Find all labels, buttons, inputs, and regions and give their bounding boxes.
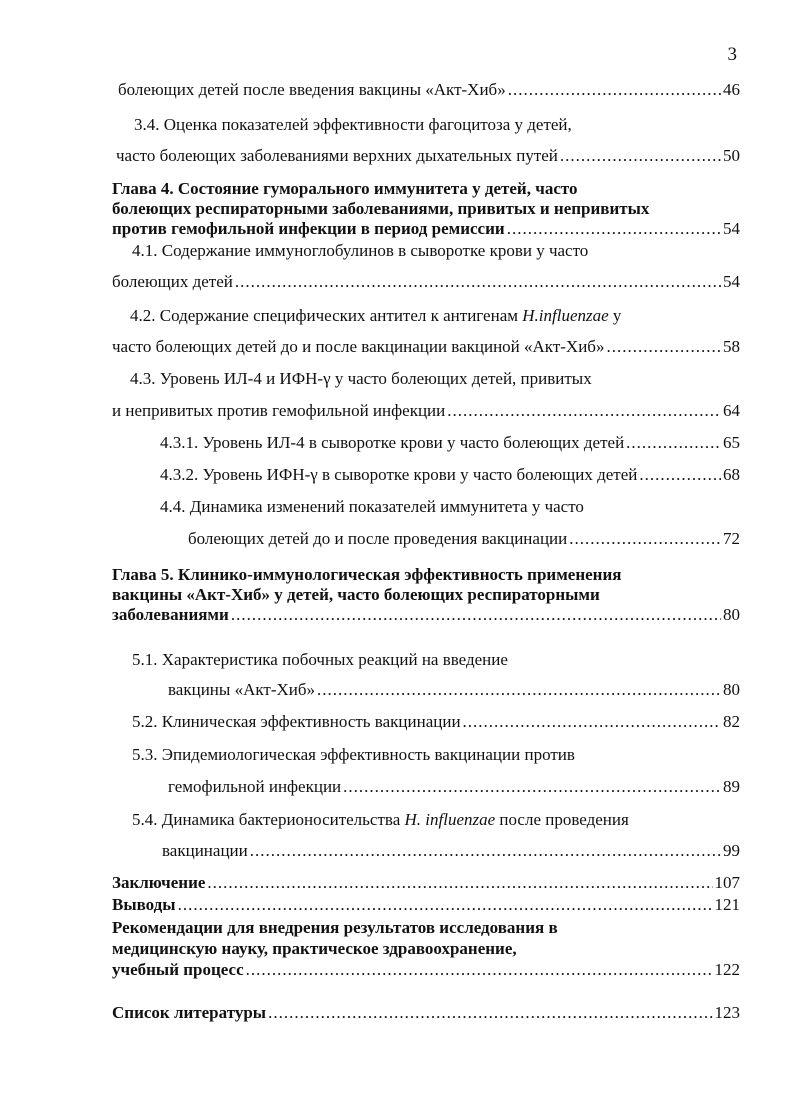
toc-entry <box>168 680 740 700</box>
toc-entry-text: против гемофильной инфекции в период ремиссии <box>112 219 505 238</box>
toc-leader <box>463 712 721 732</box>
toc-entry-text <box>132 810 629 830</box>
toc-entry-page: 80 <box>723 680 740 699</box>
toc-entry-text: гемофильной инфекции <box>168 777 342 796</box>
toc-entry-page: 58 <box>723 337 740 356</box>
toc-entry-text: вакцины «Акт-Хиб» <box>168 680 315 699</box>
section-heading-line: медицинскую науку, практическое здравоохранение, <box>112 939 517 958</box>
toc-entry <box>118 80 740 100</box>
toc-entry-page: 122 <box>714 960 740 979</box>
toc-entry-text: заболеваниями <box>112 605 229 624</box>
toc-entry-text: 4.3.2. Уровень ИФН-γ в сыворотке крови у часто болеющих детей <box>160 465 638 484</box>
toc-leader <box>447 401 721 421</box>
toc-entry-page: 54 <box>723 219 740 238</box>
toc-leader <box>507 219 721 239</box>
toc-entry <box>112 960 740 980</box>
toc-entry-text: часто болеющих детей до и после вакцинации вакциной «Акт-Хиб» <box>112 337 605 356</box>
toc-entry-text <box>130 306 621 326</box>
toc-entry-text: 5.3. Эпидемиологическая эффективность вакцинации против <box>132 745 575 764</box>
toc-entry <box>112 272 740 292</box>
toc-text-part: у <box>608 306 622 325</box>
toc-entry-text: Заключение <box>112 873 206 892</box>
toc-leader <box>207 873 712 893</box>
toc-entry-text: 4.3. Уровень ИЛ-4 и ИФН-γ у часто болеющих детей, привитых <box>130 369 592 388</box>
toc-entry <box>116 146 740 166</box>
toc-entry-text: 5.1. Характеристика побочных реакций на введение <box>132 650 508 669</box>
chapter-heading-line: вакцины «Акт-Хиб» у детей, часто болеющих респираторными <box>112 585 600 604</box>
toc-entry <box>188 529 740 549</box>
toc-text-part: 4.2. Содержание специфических антител к антигенам <box>130 306 523 325</box>
chapter-heading-line: Глава 5. Клинико-иммунологическая эффективность применения <box>112 565 622 584</box>
toc-entry-page: 80 <box>723 605 740 624</box>
toc-leader <box>560 146 721 166</box>
toc-entry-text: Выводы <box>112 895 176 914</box>
toc-leader <box>246 960 713 980</box>
toc-entry-page: 89 <box>723 777 740 796</box>
toc-entry-text: часто болеющих заболеваниями верхних дыхательных путей <box>116 146 558 165</box>
toc-entry <box>160 433 740 453</box>
toc-entry-page: 65 <box>723 433 740 452</box>
toc-entry-page: 99 <box>723 841 740 860</box>
toc-leader <box>343 777 721 797</box>
toc-leader <box>569 529 721 549</box>
toc-entry-page: 46 <box>723 80 740 99</box>
toc-entry <box>112 337 740 357</box>
toc-entry <box>112 873 740 893</box>
toc-text-part: 5.4. Динамика бактерионосительства <box>132 810 405 829</box>
toc-entry-text: 3.4. Оценка показателей эффективности фагоцитоза у детей, <box>134 115 572 134</box>
toc-text-part: после проведения <box>495 810 629 829</box>
toc-entry-text: и непривитых против гемофильной инфекции <box>112 401 446 420</box>
toc-entry <box>160 465 740 485</box>
toc-entry <box>112 1003 740 1023</box>
toc-entry-text: 4.3.1. Уровень ИЛ-4 в сыворотке крови у часто болеющих детей <box>160 433 625 452</box>
page-number: 3 <box>727 44 737 65</box>
chapter-heading-line: Глава 4. Состояние гуморального иммунитета у детей, часто <box>112 179 578 198</box>
toc-entry-text: вакцинации <box>162 841 248 860</box>
toc-entry-page: 54 <box>723 272 740 291</box>
toc-entry-text: болеющих детей <box>112 272 233 291</box>
toc-entry-text: учебный процесс <box>112 960 244 979</box>
toc-leader <box>508 80 721 100</box>
toc-entry-page: 68 <box>723 465 740 484</box>
toc-leader <box>250 841 721 861</box>
toc-leader <box>626 433 721 453</box>
toc-text-italic: H.influenzae <box>522 306 609 325</box>
chapter-heading-line: болеющих респираторными заболеваниями, привитых и непривитых <box>112 199 650 218</box>
toc-entry <box>112 401 740 421</box>
toc-entry-text: 4.1. Содержание иммуноглобулинов в сыворотке крови у часто <box>132 241 589 260</box>
toc-entry <box>162 841 740 861</box>
toc-entry <box>112 895 740 915</box>
toc-leader <box>231 605 721 625</box>
toc-entry-page: 82 <box>723 712 740 731</box>
toc-entry-text: болеющих детей после введения вакцины «Акт-Хиб» <box>118 80 506 99</box>
toc-leader <box>639 465 721 485</box>
toc-leader <box>235 272 721 292</box>
toc-entry-page: 107 <box>714 873 740 892</box>
toc-entry-page: 72 <box>723 529 740 548</box>
toc-entry <box>112 219 740 239</box>
section-heading-line: Рекомендации для внедрения результатов исследования в <box>112 918 558 937</box>
toc-leader <box>606 337 721 357</box>
toc-leader <box>268 1003 712 1023</box>
toc-entry-text: 5.2. Клиническая эффективность вакцинации <box>132 712 461 731</box>
toc-text-italic: H. influenzae <box>404 810 496 829</box>
toc-entry <box>132 712 740 732</box>
toc-entry-page: 50 <box>723 146 740 165</box>
toc-entry-page: 64 <box>723 401 740 420</box>
toc-entry-text: Список литературы <box>112 1003 267 1022</box>
toc-entry-page: 121 <box>714 895 740 914</box>
toc-entry <box>168 777 740 797</box>
toc-entry <box>112 605 740 625</box>
toc-entry-text: 4.4. Динамика изменений показателей иммунитета у часто <box>160 497 584 516</box>
toc-leader <box>178 895 713 915</box>
toc-entry-page: 123 <box>714 1003 740 1022</box>
toc-leader <box>317 680 721 700</box>
toc-entry-text: болеющих детей до и после проведения вакцинации <box>188 529 568 548</box>
